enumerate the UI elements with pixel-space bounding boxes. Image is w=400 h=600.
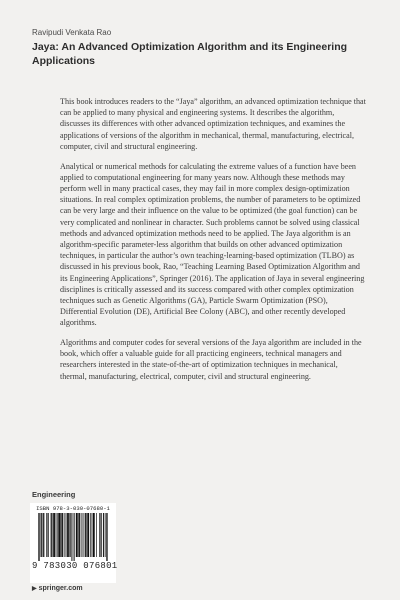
- barcode-bar: [60, 513, 61, 557]
- barcode-bar: [44, 513, 45, 557]
- barcode-bar: [80, 513, 81, 557]
- barcode-bar: [103, 513, 104, 557]
- barcode-bar: [70, 513, 71, 557]
- barcode-bar: [96, 513, 97, 557]
- barcode-bar: [41, 513, 42, 557]
- barcode-bar: [68, 513, 69, 557]
- barcode-bar: [43, 513, 44, 557]
- barcode-bar: [64, 513, 65, 557]
- barcode-bar: [105, 513, 106, 557]
- barcode-bar: [77, 513, 78, 557]
- barcode-bar: [92, 513, 93, 557]
- publisher-url: springer.com: [38, 585, 83, 592]
- barcode-bar: [54, 513, 55, 557]
- barcode-bar: [107, 513, 108, 561]
- barcode-bar: [51, 513, 52, 557]
- barcode-bar: [53, 513, 54, 557]
- barcode-bar: [76, 513, 77, 557]
- barcode-bar: [67, 513, 68, 557]
- book-description: [60, 96, 366, 390]
- barcode-bar: [48, 513, 49, 557]
- barcode-bar: [62, 513, 63, 557]
- barcode-bar: [57, 513, 58, 557]
- barcode-bar: [47, 513, 48, 557]
- barcode-bar: [85, 513, 86, 557]
- barcode-bar: [41, 513, 42, 557]
- barcode-bar: [56, 513, 57, 557]
- barcode-bar: [76, 513, 77, 557]
- barcode-bar: [42, 513, 43, 557]
- barcode-bar: [83, 513, 84, 557]
- barcode-bar: [93, 513, 94, 557]
- isbn-label: ISBN 978-3-030-07680-1: [36, 505, 110, 512]
- barcode-bar: [46, 513, 47, 557]
- barcode-bar: [69, 513, 70, 557]
- description-paragraph-1: This book introduces readers to the “Jaya” algorithm, an advanced optimization technique that can be applied to many physical and engineering systems. It describes the algorithm, discusses its differences with other advanced optimization techniques, and examines the applications of versions of the algorithm in mechanical, thermal, manufacturing, electrical, computer, civil and structural engineering.: [60, 97, 366, 151]
- barcode-bar: [93, 513, 94, 557]
- barcode-bar: [71, 513, 72, 561]
- barcode-bar: [59, 513, 60, 557]
- barcode-bar: [54, 513, 55, 557]
- barcode-bar: [58, 513, 59, 557]
- barcode-bar: [104, 513, 105, 557]
- barcode: [30, 503, 116, 583]
- category-label: Engineering: [32, 490, 76, 499]
- barcode-bar: [101, 513, 102, 557]
- barcode-bar: [59, 513, 60, 557]
- barcode-bar: [99, 513, 100, 557]
- barcode-bar: [88, 513, 89, 557]
- barcode-bar: [79, 513, 80, 557]
- barcode-bar: [90, 513, 91, 557]
- barcode-bar: [94, 513, 95, 557]
- barcode-bar: [53, 513, 54, 557]
- barcode-bar: [87, 513, 88, 557]
- barcode-bar: [78, 513, 79, 557]
- barcode-bar: [85, 513, 86, 557]
- barcode-bar: [61, 513, 62, 557]
- barcode-bar: [51, 513, 52, 557]
- barcode-bar: [86, 513, 87, 557]
- description-paragraph-2: Analytical or numerical methods for calculating the extreme values of a function have been applied to computational engineering for many years now. Although these methods may perform well in many practical cases, they may fail in more complex design-optimization situations. In real complex optimization problems, the number of parameters to be optimized can be very large and their influence on the value to be optimized (the goal function) can be very complicated and nonlinear in character. Such problems cannot be solved using classical methods and advanced optimization methods need to be applied. The Jaya algorithm is an algorithm-specific parameter-less algorithm that builds on other advanced optimization techniques, in particular the author’s own teaching-learning-based optimization (TLBO) as discussed in his previous book, Rao, “Teaching Learning Based Optimization Algorithm and its Engineering Applications”, Springer (2016). The application of Jaya in several engineering disciplines is critically assessed and its success compared with other complex optimization techniques such as Genetic Algorithms (GA), Particle Swarm Optimization (PSO), Differential Evolution (DE), Artificial Bee Colony (ABC), and other recently developed algorithms.: [60, 161, 365, 328]
- author-name: Ravipudi Venkata Rao: [32, 28, 112, 37]
- publisher-link[interactable]: [32, 585, 83, 592]
- barcode-bar: [74, 513, 75, 561]
- barcode-bars: [38, 513, 108, 561]
- barcode-bar: [100, 513, 101, 557]
- barcode-bar: [88, 513, 89, 557]
- barcode-bar: [68, 513, 69, 557]
- ean-digits: 9 783030 076801: [32, 561, 118, 571]
- arrow-icon: ▶: [32, 586, 37, 592]
- barcode-bar: [38, 513, 39, 561]
- barcode-bar: [39, 513, 40, 561]
- barcode-bar: [63, 513, 64, 557]
- description-paragraph-3: Algorithms and computer codes for several versions of the Jaya algorithm are included in the book, which offer a valuable guide for all practicing engineers, technical managers and researchers interested in the state-of-the-art of optimization techniques in mechanical, thermal, manufacturing, electrical, computer, civil and structural engineering.: [60, 338, 362, 381]
- barcode-bar: [66, 513, 67, 557]
- barcode-bar: [73, 513, 74, 561]
- barcode-bar: [82, 513, 83, 557]
- book-title: Jaya: An Advanced Optimization Algorithm and its Engineering Applications: [32, 41, 348, 67]
- barcode-bar: [106, 513, 107, 561]
